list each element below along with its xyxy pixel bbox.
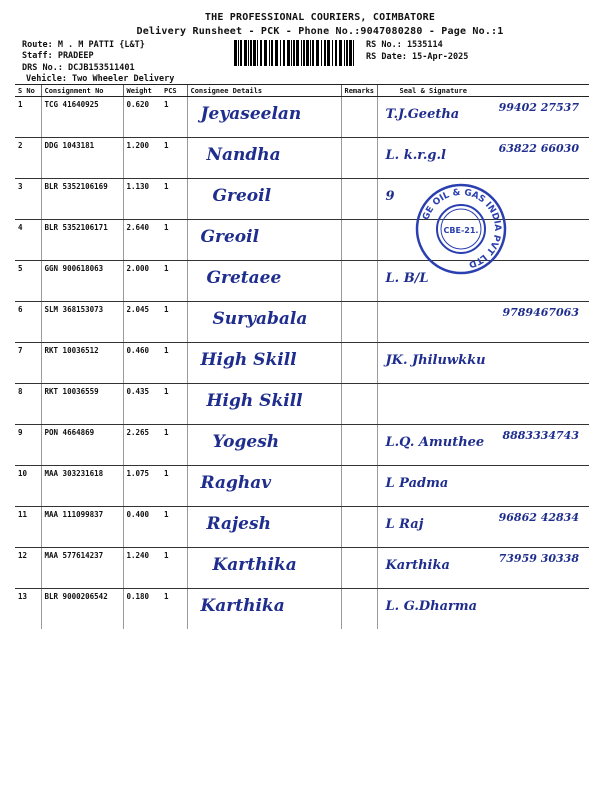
table-row [15,507,589,548]
cell-consignment-no: BLR 9000206542 [41,589,123,630]
cell-weight: 1.075 [123,466,161,507]
handwritten-consignee: Greoil [212,186,272,206]
table-row [15,589,589,630]
col-consignment: Consignment No [41,85,123,97]
cell-consignee [187,138,341,179]
handwritten-consignee: Rajesh [206,514,271,534]
cell-remarks [341,97,377,138]
route-label: Route: M . M PATTI {L&T} [22,40,145,50]
cell-consignment-no: BLR 5352106169 [41,179,123,220]
cell-sno: 10 [15,466,41,507]
cell-consignment-no: SLM 368153073 [41,302,123,343]
cell-consignee [187,589,341,630]
cell-remarks [341,548,377,589]
cell-consignee [187,507,341,548]
cell-consignee [187,425,341,466]
cell-consignment-no: MAA 303231618 [41,466,123,507]
runsheet-subtitle: Delivery Runsheet - PCK - Phone No.:9047080280 - Page No.:1 [136,26,504,37]
cell-consignment-no: TCG 41640925 [41,97,123,138]
cell-sno: 6 [15,302,41,343]
cell-weight: 2.640 [123,220,161,261]
handwritten-phone-note: 9789467063 [502,306,579,319]
handwritten-signature: L.Q. Amuthee [385,435,485,450]
handwritten-consignee: Jeyaseelan [200,104,302,124]
cell-pcs: 1 [161,343,187,384]
col-pcs: PCS [161,85,187,97]
handwritten-consignee: Raghav [200,473,272,493]
cell-signature [377,548,589,589]
cell-sno: 2 [15,138,41,179]
cell-consignee [187,261,341,302]
cell-weight: 0.620 [123,97,161,138]
cell-sno: 1 [15,97,41,138]
col-remarks: Remarks [341,85,377,97]
table-row [15,466,589,507]
table-row [15,138,589,179]
cell-pcs: 1 [161,179,187,220]
handwritten-consignee: High Skill [200,350,297,370]
table-row [15,425,589,466]
cell-signature [377,507,589,548]
cell-sno: 5 [15,261,41,302]
cell-sno: 3 [15,179,41,220]
handwritten-signature: L. G.Dharma [385,599,478,614]
rs-number: RS No.: 1535114 [366,40,443,50]
cell-consignee [187,466,341,507]
cell-sno: 12 [15,548,41,589]
cell-remarks [341,507,377,548]
col-consignee: Consignee Details [187,85,341,97]
cell-signature [377,384,589,425]
cell-sno: 9 [15,425,41,466]
cell-pcs: 1 [161,384,187,425]
table-row [15,343,589,384]
handwritten-phone-note: 99402 27537 [498,101,579,114]
cell-signature [377,425,589,466]
cell-consignee [187,302,341,343]
table-row [15,548,589,589]
cell-remarks [341,179,377,220]
cell-pcs: 1 [161,425,187,466]
cell-weight: 1.240 [123,548,161,589]
cell-consignment-no: RKT 10036559 [41,384,123,425]
cell-pcs: 1 [161,548,187,589]
handwritten-consignee: Suryabala [212,309,308,329]
svg-text:GE OIL & GAS INDIA PVT LTD: GE OIL & GAS INDIA PVT LTD [421,187,503,270]
handwritten-signature: L Raj [385,517,424,532]
handwritten-consignee: High Skill [206,391,303,411]
cell-signature [377,97,589,138]
cell-consignment-no: GGN 900618063 [41,261,123,302]
handwritten-signature: L. B/L [385,271,429,286]
rs-date: RS Date: 15-Apr-2025 [366,52,469,62]
staff-label: Staff: PRADEEP [22,51,94,61]
cell-signature [377,589,589,630]
cell-signature [377,138,589,179]
cell-pcs: 1 [164,592,169,601]
cell-pcs: 1 [161,302,187,343]
cell-pcs: 1 [161,507,187,548]
handwritten-consignee: Greoil [200,227,260,247]
runsheet-table [15,84,589,629]
col-seal-signature: Seal & Signature [377,85,589,97]
cell-remarks [341,220,377,261]
col-sno: S No [15,85,41,97]
handwritten-consignee: Yogesh [212,432,280,452]
cell-consignment-no: MAA 577614237 [41,548,123,589]
cell-consignee [187,179,341,220]
handwritten-signature: L Padma [385,476,449,491]
company-seal-stamp [414,182,508,276]
col-weight: Weight [123,85,161,97]
cell-pcs: 1 [161,466,187,507]
cell-signature [377,343,589,384]
handwritten-phone-note: 96862 42834 [498,511,579,524]
svg-text:CBE-21.: CBE-21. [443,226,479,235]
cell-consignee [187,97,341,138]
cell-consignee [187,548,341,589]
table-row [15,384,589,425]
handwritten-consignee: Karthika [200,596,285,616]
cell-weight: 2.000 [123,261,161,302]
handwritten-signature: L. k.r.g.l [385,148,446,163]
cell-remarks [341,425,377,466]
cell-consignment-no: RKT 10036512 [41,343,123,384]
cell-pcs: 1 [161,220,187,261]
cell-remarks [341,343,377,384]
cell-weight: 1.130 [123,179,161,220]
drs-label: DRS No.: DCJB153511401 [22,63,135,73]
vehicle-label: Vehicle: Two Wheeler Delivery [26,74,175,84]
cell-pcs: 1 [161,97,187,138]
cell-sno: 13 [18,592,28,601]
cell-consignment-no: PON 4664869 [41,425,123,466]
cell-consignment-no: DDG 1043181 [41,138,123,179]
handwritten-phone-note: 8883334743 [502,429,579,442]
cell-pcs: 1 [161,261,187,302]
cell-weight: 0.460 [123,343,161,384]
barcode [234,40,358,66]
cell-consignee [187,220,341,261]
cell-weight: 2.265 [123,425,161,466]
cell-weight: 1.200 [123,138,161,179]
handwritten-consignee: Gretaee [206,268,282,288]
cell-signature [377,466,589,507]
cell-sno: 11 [15,507,41,548]
cell-weight: 0.435 [123,384,161,425]
cell-sno: 4 [15,220,41,261]
cell-consignee [187,343,341,384]
cell-consignee [187,384,341,425]
cell-pcs: 1 [161,138,187,179]
cell-weight: 2.045 [123,302,161,343]
table-header [15,85,589,97]
handwritten-signature: T.J.Geetha [385,107,460,122]
handwritten-phone-note: 63822 66030 [498,142,579,155]
cell-remarks [341,466,377,507]
handwritten-signature: Karthika [385,558,450,573]
cell-sno: 7 [15,343,41,384]
cell-remarks [341,138,377,179]
company-title: THE PROFESSIONAL COURIERS, COIMBATORE [204,12,436,23]
handwritten-consignee: Karthika [212,555,297,575]
handwritten-consignee: Nandha [206,145,281,165]
handwritten-signature: JK. Jhiluwkku [385,353,486,368]
table-row [15,302,589,343]
cell-remarks [341,384,377,425]
cell-consignment-no: BLR 5352106171 [41,220,123,261]
cell-weight: 0.180 [123,589,161,630]
cell-weight: 0.400 [123,507,161,548]
cell-signature [377,302,589,343]
cell-consignment-no: MAA 111099837 [41,507,123,548]
cell-remarks [341,302,377,343]
cell-remarks [341,589,377,630]
handwritten-phone-note: 73959 30338 [498,552,579,565]
cell-sno: 8 [15,384,41,425]
handwritten-signature: 9 [385,189,395,204]
table-row [15,97,589,138]
cell-remarks [341,261,377,302]
